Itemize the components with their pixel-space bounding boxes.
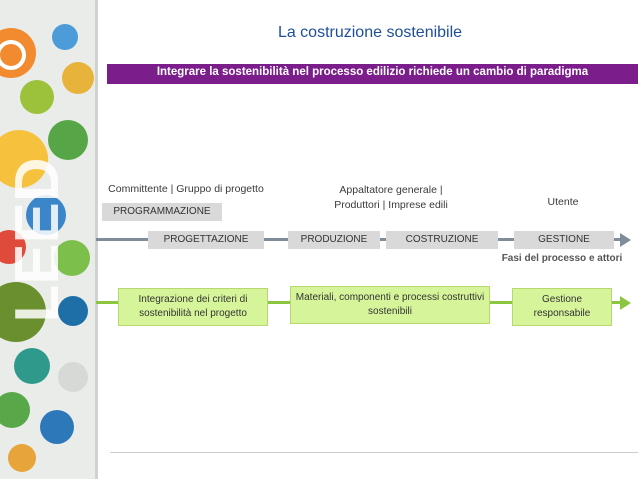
car-icon xyxy=(40,410,74,444)
decorative-icon-strip xyxy=(0,0,95,479)
phase-arrow-head-icon xyxy=(620,233,631,247)
box-design-text: Integrazione dei criteri di sostenibilità nel progetto xyxy=(138,294,248,319)
leed-logo-mark xyxy=(3,140,98,340)
slide-title: La costruzione sostenibile xyxy=(277,24,463,41)
paradigm-banner xyxy=(107,64,638,84)
leaf-small-icon xyxy=(0,392,30,428)
phase-produzione: PRODUZIONE xyxy=(288,231,380,249)
phase-progettazione: PROGETTAZIONE xyxy=(148,231,264,249)
phase-programmazione: PROGRAMMAZIONE xyxy=(102,203,222,221)
building-icon xyxy=(62,62,94,94)
leaf-icon xyxy=(52,24,78,50)
phase-costruzione: COSTRUZIONE xyxy=(386,231,498,249)
stakeholder-right: Utente xyxy=(547,196,579,208)
sustainability-box-materials xyxy=(290,286,490,324)
stakeholder-middle: Appaltatore generale | Produttori | Imprese edili xyxy=(334,184,448,211)
sustainability-arrow-head-icon xyxy=(620,296,631,310)
sustainability-box-design xyxy=(118,288,268,326)
box-materials-text: Materiali, componenti e processi costruttivi sostenibili xyxy=(295,292,485,317)
timeline-caption: Fasi del processo e attori xyxy=(501,253,623,264)
box-management-text: Gestione responsabile xyxy=(533,294,591,319)
leed-logo xyxy=(3,140,98,340)
gear-icon xyxy=(58,362,88,392)
recycle-icon xyxy=(20,80,54,114)
svg-text:LEED: LEED xyxy=(3,157,72,323)
stakeholder-left: Committente | Gruppo di progetto xyxy=(108,183,264,195)
wind-icon xyxy=(14,348,50,384)
bike-icon xyxy=(8,444,36,472)
phase-gestione: GESTIONE xyxy=(514,231,614,249)
bottom-divider xyxy=(110,452,638,453)
banner-text: Integrare la sostenibilità nel processo edilizio richiede un cambio di paradigma xyxy=(156,66,589,78)
sustainability-box-management xyxy=(512,288,612,326)
